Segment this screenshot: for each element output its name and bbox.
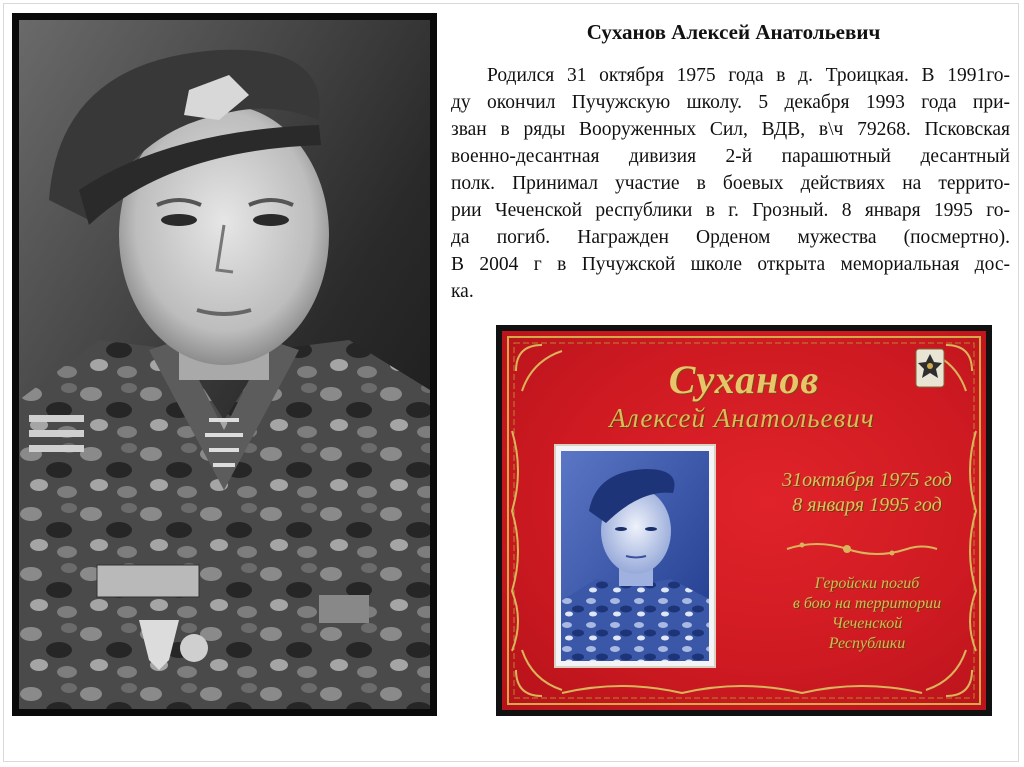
- plaque-surname: Суханов: [668, 357, 820, 402]
- bio-line: зван в ряды Вооруженных Сил, ВДВ, в\ч 79268. Псковская: [451, 119, 1010, 140]
- bio-line: полк. Принимал участие в боевых действиях на террито-: [451, 173, 1010, 194]
- plaque-dates: [757, 468, 977, 518]
- soldier-portrait-photo: [12, 13, 437, 716]
- plaque-death-date: 8 января 1995 год: [792, 494, 942, 516]
- bio-line: ка.: [451, 281, 474, 302]
- bio-line: да погиб. Награжден Орденом мужества (посмертно).: [451, 227, 1010, 248]
- paratrooper-badge-icon: [915, 348, 945, 388]
- epitaph-line: Республики: [828, 635, 906, 652]
- epitaph-line: в бою на территории: [792, 595, 942, 612]
- plaque-epitaph: [757, 574, 977, 654]
- bio-line: военно-десантная дивизия 2-й парашютный десантный: [451, 146, 1010, 167]
- epitaph-line: Геройски погиб: [814, 575, 920, 592]
- bio-line: рии Чеченской республики в г. Грозный. 8 января 1995 го-: [451, 200, 1010, 221]
- plaque-portrait-image: [561, 451, 709, 661]
- page-title: Суханов Алексей Анатольевич: [586, 20, 881, 44]
- bio-line: Родился 31 октября 1975 года в д. Троицкая. В 1991го-: [487, 65, 1010, 86]
- bio-line: В 2004 г в Пучужской школе открыта мемориальная дос-: [451, 254, 1010, 275]
- plaque-given-names: Алексей Анатольевич: [609, 403, 875, 433]
- plaque-portrait-photo: [554, 444, 716, 668]
- epitaph-line: Чеченской: [831, 615, 903, 632]
- portrait-image: [19, 20, 430, 709]
- bio-line: ду окончил Пучужскую школу. 5 декабря 1993 года при-: [451, 92, 1010, 113]
- plaque-birth-date: 31октября 1975 год: [782, 469, 952, 491]
- biography-text: [451, 62, 1010, 305]
- memorial-plaque-photo: [496, 325, 992, 716]
- plaque-surface: [502, 331, 986, 710]
